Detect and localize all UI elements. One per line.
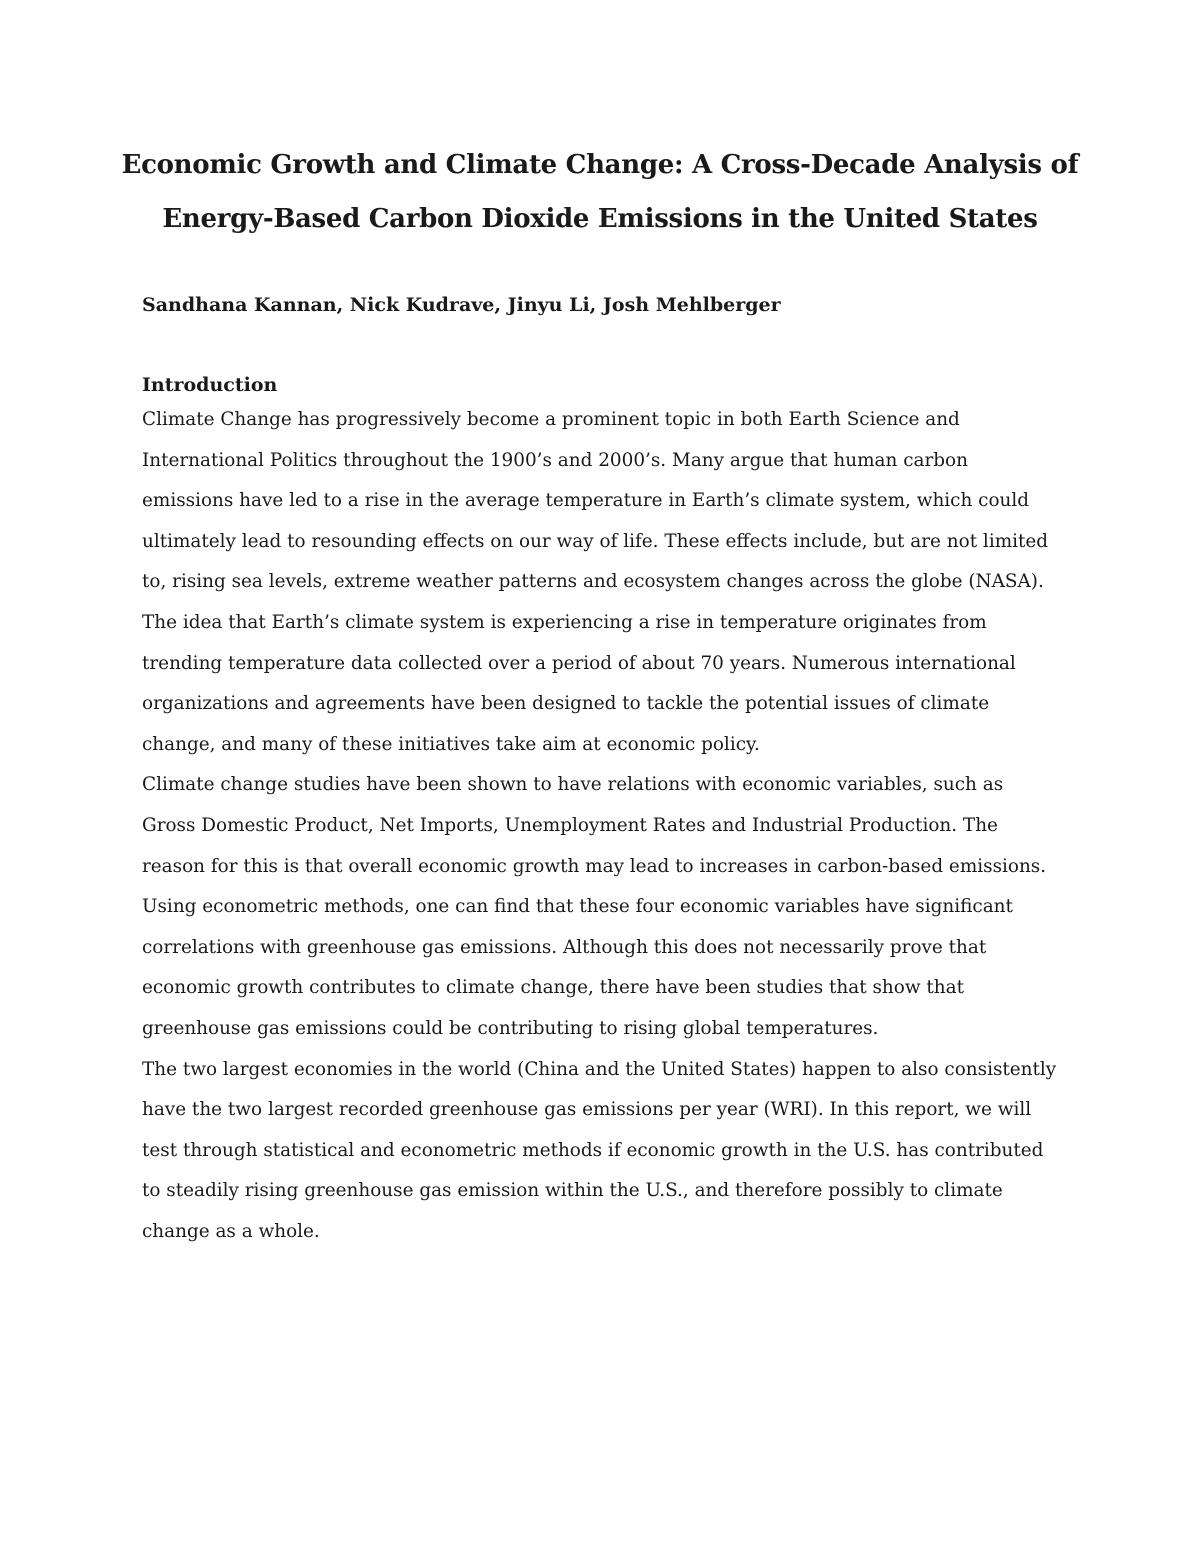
text-line: emissions have led to a rise in the average temperature in Earth’s climate system, which could — [142, 490, 1030, 512]
text-line: International Politics throughout the 1900’s and 2000’s. Many argue that human carbon — [142, 449, 968, 471]
text-line: trending temperature data collected over a period of about 70 years. Numerous international — [142, 652, 1016, 674]
text-line: organizations and agreements have been designed to tackle the potential issues of climate — [142, 693, 990, 715]
text-line: Climate change studies have been shown to have relations with economic variables, such as — [142, 774, 1004, 796]
introduction-section — [142, 370, 1072, 1252]
author-list: Sandhana Kannan, Nick Kudrave, Jinyu Li, Josh Mehlberger — [142, 294, 781, 316]
paper-title-line-2: Energy-Based Carbon Dioxide Emissions in the United States — [162, 204, 1038, 234]
text-line: ultimately lead to resounding effects on our way of life. These effects include, but are not limited — [142, 530, 1049, 552]
paragraph-3 — [142, 1050, 1072, 1253]
text-line: Climate Change has progressively become a prominent topic in both Earth Science and — [142, 409, 960, 430]
text-line: Using econometric methods, one can find that these four economic variables have significant — [142, 896, 1013, 918]
paper-title-line-1: Economic Growth and Climate Change: A Cross-Decade Analysis of — [121, 150, 1079, 180]
text-line: greenhouse gas emissions could be contributing to rising global temperatures. — [142, 1017, 879, 1039]
text-line: Gross Domestic Product, Net Imports, Unemployment Rates and Industrial Production. The — [142, 814, 998, 836]
text-line: to steadily rising greenhouse gas emission within the U.S., and therefore possibly to climate — [142, 1180, 1003, 1202]
text-line: economic growth contributes to climate change, there have been studies that show that — [142, 977, 965, 999]
text-line: to, rising sea levels, extreme weather patterns and ecosystem changes across the globe (NASA). — [142, 571, 1044, 593]
text-line: test through statistical and econometric methods if economic growth in the U.S. has contributed — [142, 1139, 1044, 1161]
paragraph-2 — [142, 765, 1072, 1049]
paragraph-1 — [142, 400, 1072, 765]
text-line: The two largest economies in the world (China and the United States) happen to also consistently — [142, 1058, 1057, 1080]
text-line: change, and many of these initiatives take aim at economic policy. — [142, 733, 760, 755]
text-line: have the two largest recorded greenhouse gas emissions per year (WRI). In this report, we will — [142, 1099, 1032, 1121]
text-line: change as a whole. — [142, 1220, 320, 1242]
text-line: reason for this is that overall economic growth may lead to increases in carbon-based emissions. — [142, 855, 1047, 877]
text-line: The idea that Earth’s climate system is experiencing a rise in temperature originates from — [142, 611, 987, 633]
section-heading: Introduction — [142, 374, 278, 396]
text-line: correlations with greenhouse gas emissions. Although this does not necessarily prove that — [142, 936, 987, 958]
paper-title — [100, 138, 1100, 246]
